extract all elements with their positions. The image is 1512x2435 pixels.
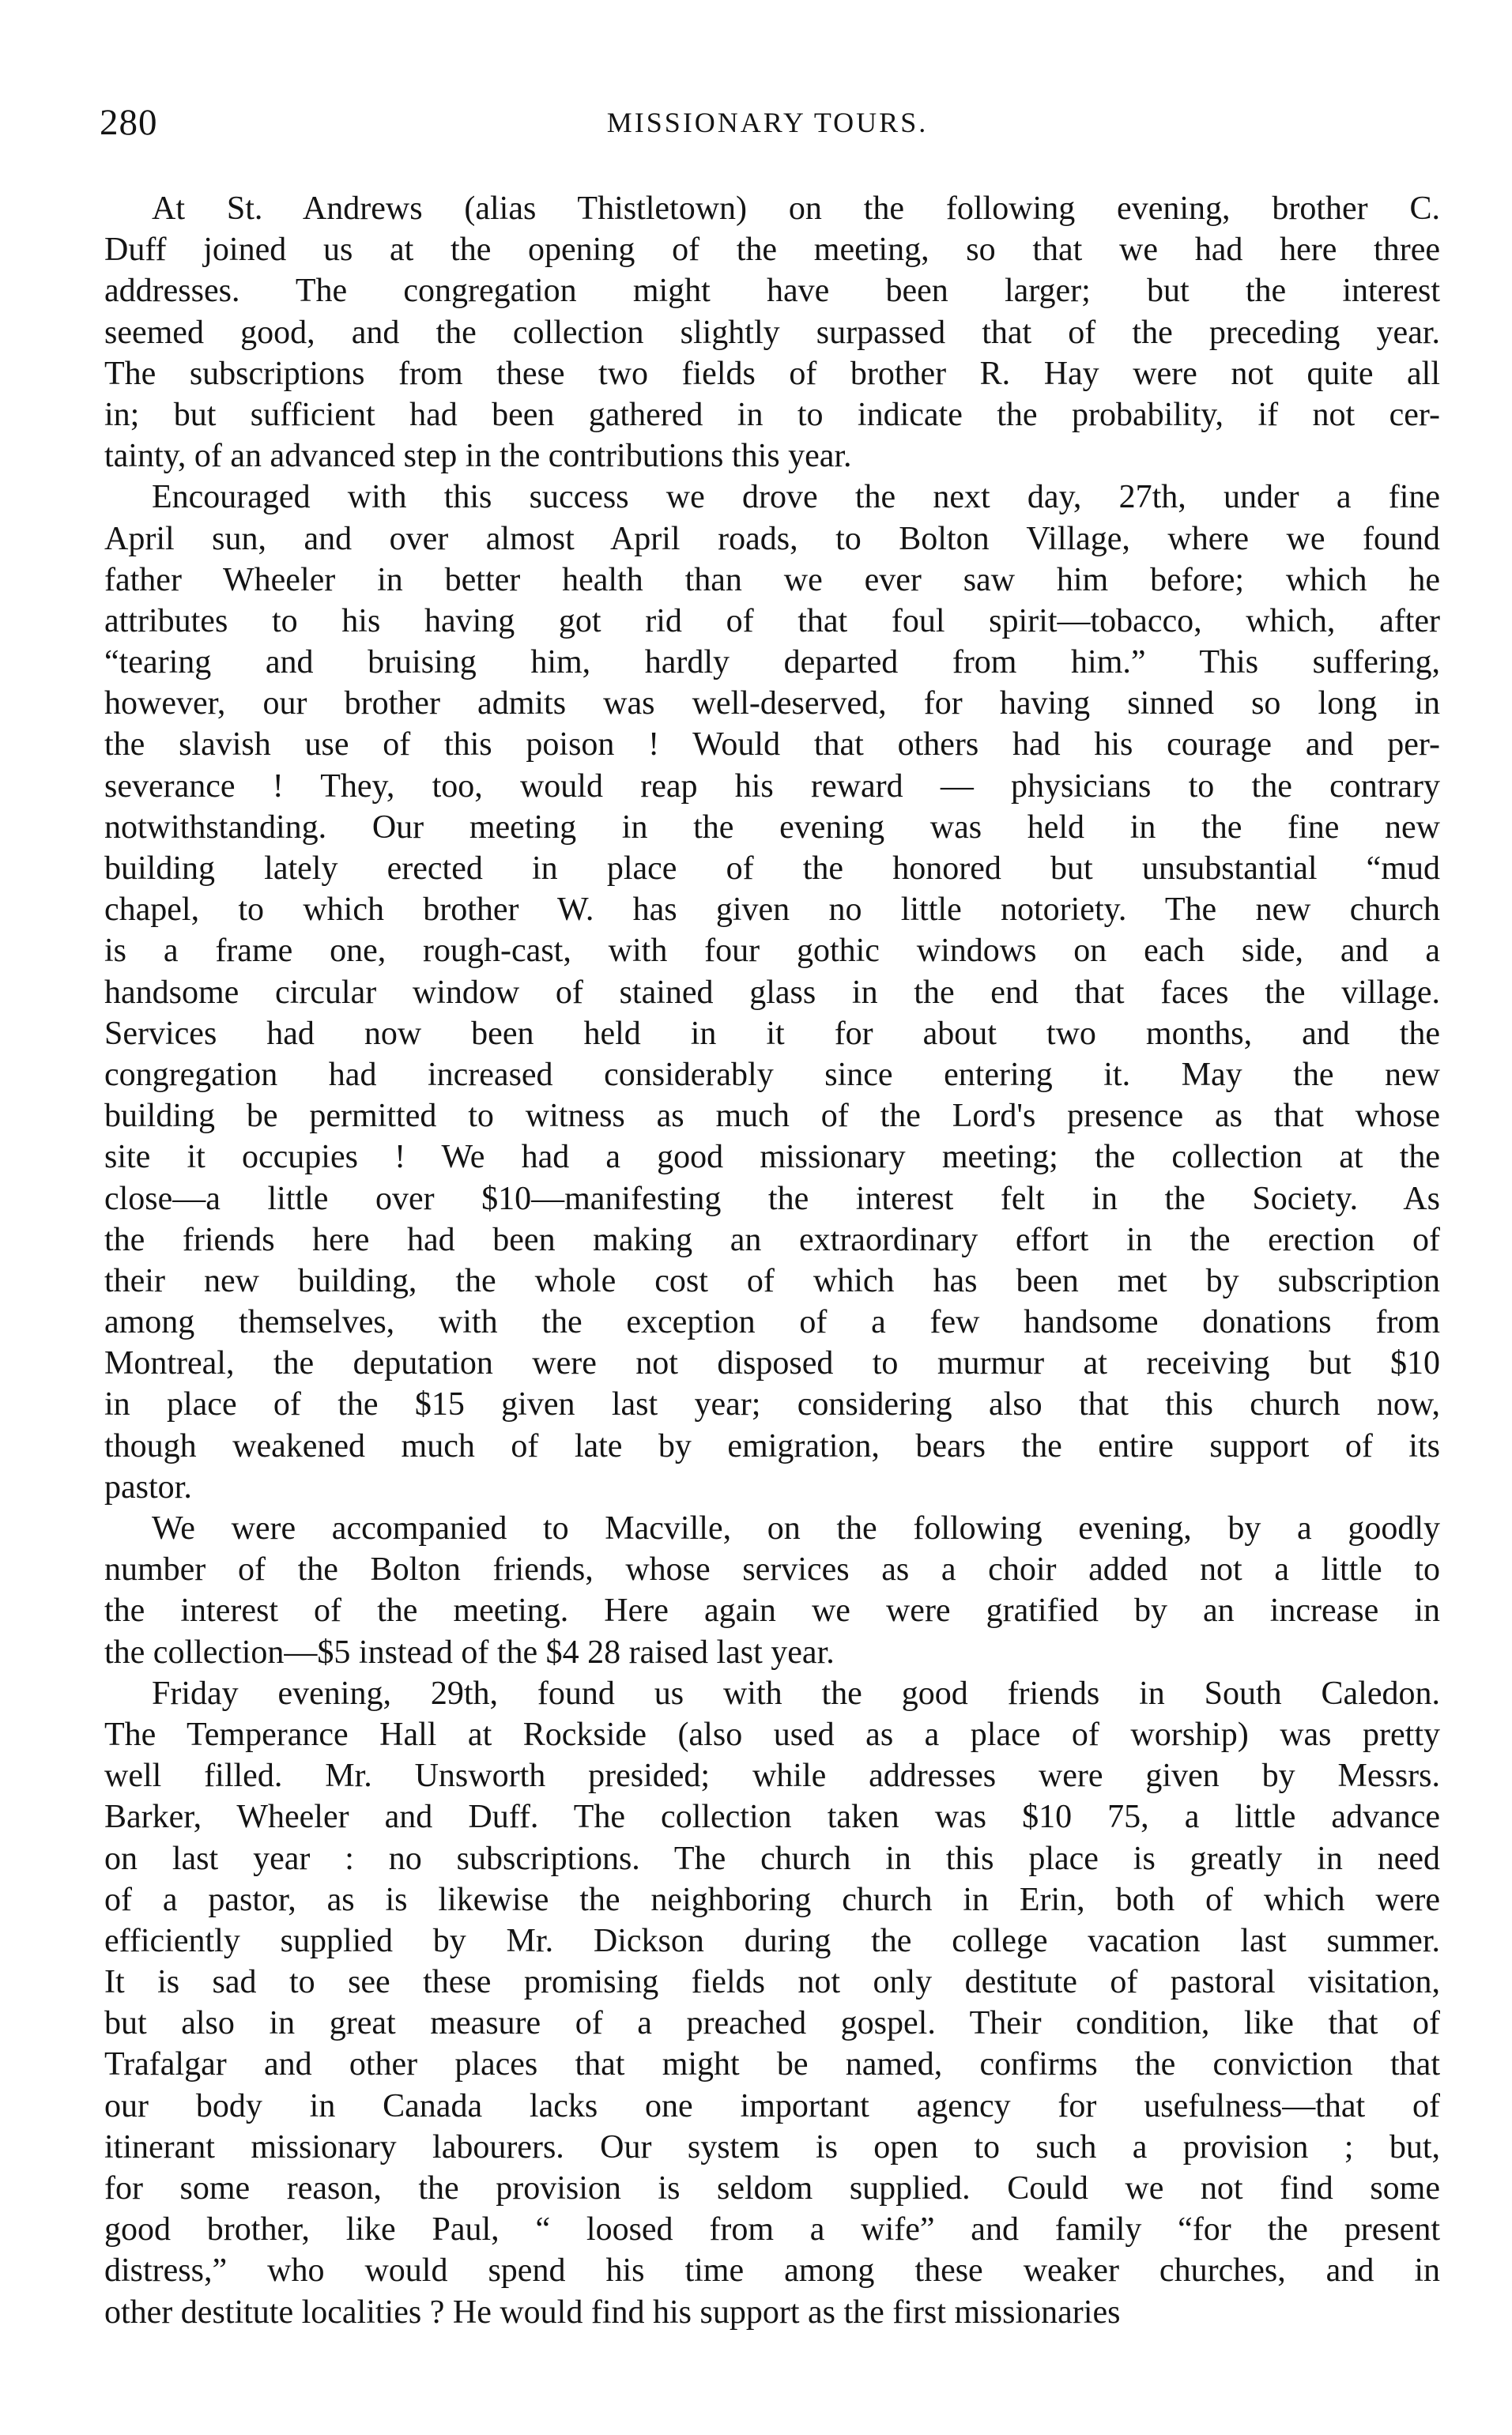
text-line: April sun, and over almost April roads, to Bolton Village, where we found <box>104 520 1440 557</box>
paragraph <box>104 1508 1440 1673</box>
text-line: of a pastor, as is likewise the neighboring church in Erin, both of which were <box>104 1881 1440 1918</box>
text-line: congregation had increased considerably since entering it. May the new <box>104 1056 1440 1093</box>
page-number: 280 <box>100 102 158 143</box>
text-line: in; but sufficient had been gathered in to indicate the probability, if not cer- <box>104 396 1440 433</box>
text-line: the slavish use of this poison ! Would that others had his courage and per- <box>104 726 1440 763</box>
text-line: tainty, of an advanced step in the contributions this year. <box>104 438 852 475</box>
text-line: however, our brother admits was well-deserved, for having sinned so long in <box>104 685 1440 722</box>
text-line: for some reason, the provision is seldom supplied. Could we not find some <box>104 2170 1440 2207</box>
running-head <box>100 95 1435 150</box>
text-line: severance ! They, too, would reap his reward — physicians to the contrary <box>104 767 1440 805</box>
text-line: Barker, Wheeler and Duff. The collection taken was $10 75, a little advance <box>104 1799 1440 1836</box>
text-line: handsome circular window of stained glass in the end that faces the village. <box>104 974 1440 1011</box>
text-line: among themselves, with the exception of a few handsome donations from <box>104 1304 1440 1341</box>
text-line: attributes to his having got rid of that foul spirit—tobacco, which, after <box>104 602 1440 639</box>
text-line: We were accompanied to Macville, on the following evening, by a goodly <box>152 1510 1440 1547</box>
text-line: Montreal, the deputation were not disposed to murmur at receiving but $10 <box>104 1345 1440 1382</box>
text-line: is a frame one, rough-cast, with four gothic windows on each side, and a <box>104 933 1440 970</box>
text-line: Services had now been held in it for about two months, and the <box>104 1015 1440 1052</box>
text-line: Friday evening, 29th, found us with the good friends in South Caledon. <box>152 1675 1440 1712</box>
text-line: well filled. Mr. Unsworth presided; while addresses were given by Messrs. <box>104 1758 1440 1795</box>
text-line: on last year : no subscriptions. The church in this place is greatly in need <box>104 1840 1440 1877</box>
text-line: addresses. The congregation might have been larger; but the interest <box>104 273 1440 310</box>
paragraph <box>104 1673 1440 2333</box>
text-line: Trafalgar and other places that might be named, confirms the conviction that <box>104 2046 1440 2083</box>
text-line: chapel, to which brother W. has given no little notoriety. The new church <box>104 891 1440 929</box>
text-line: other destitute localities ? He would find his support as the first missionaries <box>104 2294 1121 2331</box>
text-line: site it occupies ! We had a good missionary meeting; the collection at the <box>104 1139 1440 1176</box>
text-line: our body in Canada lacks one important agency for usefulness—that of <box>104 2087 1440 2124</box>
text-line: notwithstanding. Our meeting in the evening was held in the fine new <box>104 809 1440 846</box>
text-line: distress,” who would spend his time among these weaker churches, and in <box>104 2252 1440 2290</box>
text-line: though weakened much of late by emigration, bears the entire support of its <box>104 1427 1440 1464</box>
running-title: MISSIONARY TOURS. <box>606 107 929 138</box>
text-line: At St. Andrews (alias Thistletown) on the following evening, brother C. <box>152 190 1440 227</box>
text-line: number of the Bolton friends, whose services as a choir added not a little to <box>104 1551 1440 1589</box>
paragraph <box>104 188 1440 477</box>
text-line: The Temperance Hall at Rockside (also used as a place of worship) was pretty <box>104 1716 1440 1753</box>
text-line: good brother, like Paul, “ loosed from a wife” and family “for the present <box>104 2211 1440 2248</box>
paragraph <box>104 477 1440 1508</box>
text-line: the collection—$5 instead of the $4 28 raised last year. <box>104 1634 835 1671</box>
text-line: itinerant missionary labourers. Our system is open to such a provision ; but, <box>104 2128 1440 2165</box>
text-line: Encouraged with this success we drove the next day, 27th, under a fine <box>152 479 1440 516</box>
text-line: It is sad to see these promising fields not only destitute of pastoral visitation, <box>104 1964 1440 2001</box>
text-line: the friends here had been making an extraordinary effort in the erection of <box>104 1221 1440 1258</box>
text-line: in place of the $15 given last year; considering also that this church now, <box>104 1386 1440 1423</box>
body-text <box>104 188 1440 2333</box>
text-line: their new building, the whole cost of which has been met by subscription <box>104 1262 1440 1299</box>
text-line: building lately erected in place of the honored but unsubstantial “mud <box>104 850 1440 887</box>
text-line: father Wheeler in better health than we ever saw him before; which he <box>104 561 1440 598</box>
text-line: Duff joined us at the opening of the meeting, so that we had here three <box>104 232 1440 269</box>
text-line: pastor. <box>104 1468 192 1506</box>
text-line: seemed good, and the collection slightly surpassed that of the preceding year. <box>104 314 1440 351</box>
text-line: building be permitted to witness as much of the Lord's presence as that whose <box>104 1098 1440 1135</box>
text-line: The subscriptions from these two fields of brother R. Hay were not quite all <box>104 355 1440 392</box>
text-line: but also in great measure of a preached gospel. Their condition, like that of <box>104 2005 1440 2042</box>
text-line: efficiently supplied by Mr. Dickson during the college vacation last summer. <box>104 1922 1440 1959</box>
text-line: “tearing and bruising him, hardly departed from him.” This suffering, <box>104 644 1440 681</box>
text-line: the interest of the meeting. Here again we were gratified by an increase in <box>104 1593 1440 1630</box>
text-line: close—a little over $10—manifesting the interest felt in the Society. As <box>104 1180 1440 1217</box>
